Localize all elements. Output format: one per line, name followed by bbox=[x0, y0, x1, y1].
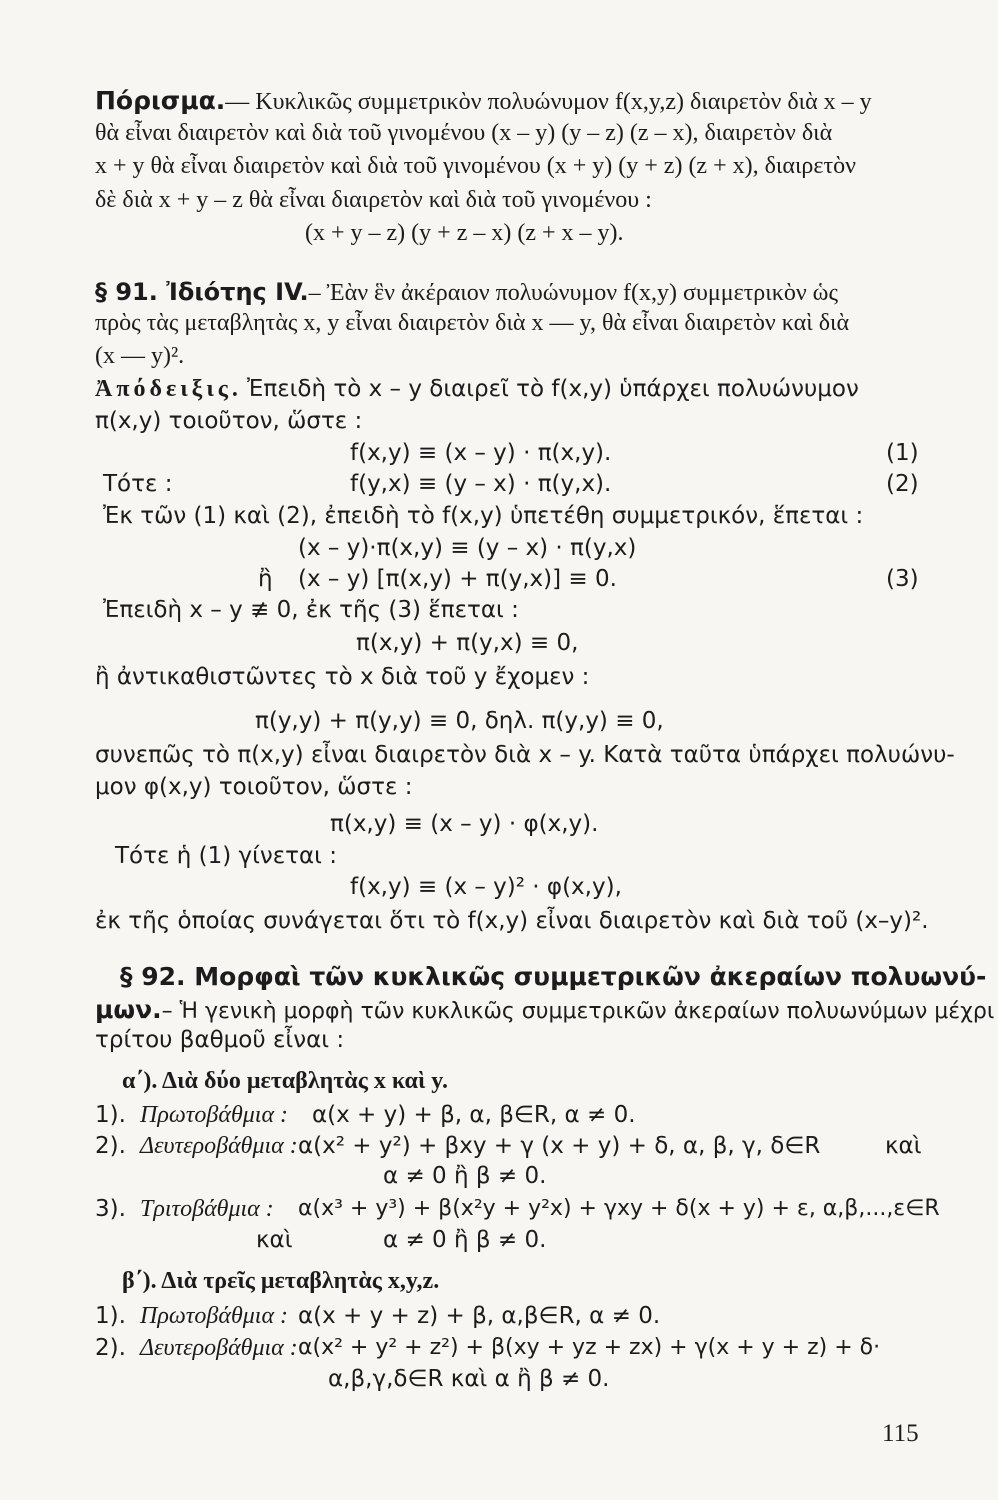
proof-label: Ἀπόδειξις. bbox=[95, 376, 242, 402]
subsection-a-heading: α΄). Διὰ δύο μεταβλητὰς x καὶ y. bbox=[122, 1068, 448, 1094]
proof-line-8: Τότε ἡ (1) γίνεται : bbox=[115, 843, 338, 869]
section-92-title-end: μων. bbox=[95, 995, 162, 1024]
section-92-line-1 bbox=[95, 995, 994, 1024]
section-91-line-1 bbox=[95, 278, 838, 307]
b1-name: Πρωτοβάθμια : bbox=[140, 1303, 289, 1329]
corollary-text-1: — Κυκλικῶς συμμετρικὸν πολυώνυμον f(x,y,z) διαιρετὸν διὰ x – y bbox=[225, 89, 872, 115]
corollary-formula: (x + y – z) (y + z – x) (z + x – y). bbox=[305, 220, 624, 246]
tote-label: Τότε : bbox=[103, 471, 173, 497]
page-number: 115 bbox=[882, 1420, 919, 1447]
corollary-line-3: x + y θὰ εἶναι διαιρετὸν καὶ διὰ τοῦ γινομένου (x + y) (y + z) (z + x), διαιρετὸν bbox=[95, 153, 856, 179]
equation-1: f(x,y) ≡ (x – y) · π(x,y). bbox=[350, 440, 612, 466]
equation-3a: (x – y)·π(x,y) ≡ (y – x) · π(y,x) bbox=[298, 535, 637, 561]
equation-3-number: (3) bbox=[886, 566, 919, 592]
a3-kai: καὶ bbox=[256, 1227, 293, 1253]
corollary-line-2: θὰ εἶναι διαιρετὸν καὶ διὰ τοῦ γινομένου (x – y) (y – z) (z – x), διαιρετὸν διὰ bbox=[95, 120, 833, 146]
proof-text-1: Ἐπειδὴ τὸ x – y διαιρεῖ τὸ f(x,y) ὑπάρχει πολυώνυμον bbox=[247, 376, 859, 402]
section-91-line-2: πρὸς τὰς μεταβλητὰς x, y εἶναι διαιρετὸν διὰ x — y, θὰ εἶναι διαιρετὸν καὶ διὰ bbox=[95, 310, 850, 336]
corollary-line-1 bbox=[95, 86, 931, 116]
proof-line-4: Ἐπειδὴ x – y ≢ 0, ἐκ τῆς (3) ἕπεται : bbox=[103, 597, 519, 623]
proof-line-2: π(x,y) τοιοῦτον, ὥστε : bbox=[95, 408, 363, 434]
equation-3b: (x – y) [π(x,y) + π(y,x)] ≡ 0. bbox=[298, 566, 617, 592]
section-92-title: § 92. Μορφαὶ τῶν κυκλικῶς συμμετρικῶν ἀκεραίων πολυωνύ- bbox=[120, 962, 987, 991]
section-91-title: § 91. Ἰδιότης IV. bbox=[95, 278, 309, 306]
proof-line-6: συνεπῶς τὸ π(x,y) εἶναι διαιρετὸν διὰ x – y. Κατὰ ταῦτα ὑπάρχει πολυώνυ- bbox=[95, 742, 955, 768]
equation-7: f(x,y) ≡ (x – y)² · φ(x,y), bbox=[350, 874, 622, 900]
b1-formula: α(x + y + z) + β, α,β∈R, α ≠ 0. bbox=[298, 1303, 661, 1329]
a1-name: Πρωτοβάθμια : bbox=[140, 1102, 289, 1128]
b2-number: 2). bbox=[95, 1335, 126, 1361]
a1-formula: α(x + y) + β, α, β∈R, α ≠ 0. bbox=[312, 1102, 636, 1128]
equation-4: π(x,y) + π(y,x) ≡ 0, bbox=[356, 630, 579, 656]
a3-condition: α ≠ 0 ἢ β ≠ 0. bbox=[383, 1227, 547, 1253]
subsection-b-heading: β΄). Διὰ τρεῖς μεταβλητὰς x,y,z. bbox=[122, 1268, 440, 1294]
equation-5: π(y,y) + π(y,y) ≡ 0, δηλ. π(y,y) ≡ 0, bbox=[255, 708, 664, 734]
a2-condition: α ≠ 0 ἢ β ≠ 0. bbox=[383, 1163, 547, 1189]
proof-line-7: μον φ(x,y) τοιοῦτον, ὥστε : bbox=[95, 774, 413, 800]
corollary-line-4: δὲ διὰ x + y – z θὰ εἶναι διαιρετὸν καὶ διὰ τοῦ γινομένου : bbox=[95, 187, 652, 213]
a2-formula: α(x² + y²) + βxy + γ (x + y) + δ, α, β, γ, δ∈R bbox=[298, 1133, 821, 1159]
equation-1-number: (1) bbox=[886, 440, 919, 466]
eta-conjunction: ἢ bbox=[258, 566, 273, 592]
section-91-line-3: (x — y)². bbox=[95, 343, 185, 369]
proof-line-3: Ἐκ τῶν (1) καὶ (2), ἐπειδὴ τὸ f(x,y) ὑπετέθη συμμετρικόν, ἕπεται : bbox=[103, 503, 864, 529]
equation-2: f(y,x) ≡ (y – x) · π(y,x). bbox=[350, 471, 612, 497]
proof-line-9: ἐκ τῆς ὁποίας συνάγεται ὅτι τὸ f(x,y) εἶναι διαιρετὸν καὶ διὰ τοῦ (x–y)². bbox=[95, 908, 929, 934]
equation-6: π(x,y) ≡ (x – y) · φ(x,y). bbox=[330, 811, 599, 837]
section-91-text-1: – Ἐὰν ἓν ἀκέραιον πολυώνυμον f(x,y) συμμετρικὸν ὡς bbox=[308, 280, 838, 306]
b1-number: 1). bbox=[95, 1303, 126, 1329]
proof-line-1 bbox=[95, 376, 859, 403]
a2-number: 2). bbox=[95, 1133, 126, 1159]
b2-condition: α,β,γ,δ∈R καὶ α ἢ β ≠ 0. bbox=[328, 1366, 610, 1392]
a3-formula: α(x³ + y³) + β(x²y + y²x) + γxy + δ(x + y) + ε, α,β,...,ε∈R bbox=[298, 1196, 940, 1221]
section-92-line-2: τρίτου βαθμοῦ εἶναι : bbox=[95, 1027, 345, 1053]
a2-kai: καὶ bbox=[885, 1133, 922, 1159]
a3-number: 3). bbox=[95, 1196, 126, 1222]
b2-formula: α(x² + y² + z²) + β(xy + yz + zx) + γ(x + y + z) + δ· bbox=[298, 1335, 881, 1360]
a2-name: Δευτεροβάθμια : bbox=[140, 1133, 298, 1159]
a3-name: Τριτοβάθμια : bbox=[140, 1196, 274, 1222]
section-92-text-1: – Ἡ γενικὴ μορφὴ τῶν κυκλικῶς συμμετρικῶν ἀκεραίων πολυωνύμων μέχρι bbox=[161, 999, 995, 1024]
equation-2-number: (2) bbox=[886, 471, 919, 497]
a1-number: 1). bbox=[95, 1102, 126, 1128]
proof-line-5: ἢ ἀντικαθιστῶντες τὸ x διὰ τοῦ y ἔχομεν : bbox=[95, 664, 590, 690]
corollary-title: Πόρισμα. bbox=[95, 86, 226, 115]
b2-name: Δευτεροβάθμια : bbox=[140, 1335, 298, 1361]
